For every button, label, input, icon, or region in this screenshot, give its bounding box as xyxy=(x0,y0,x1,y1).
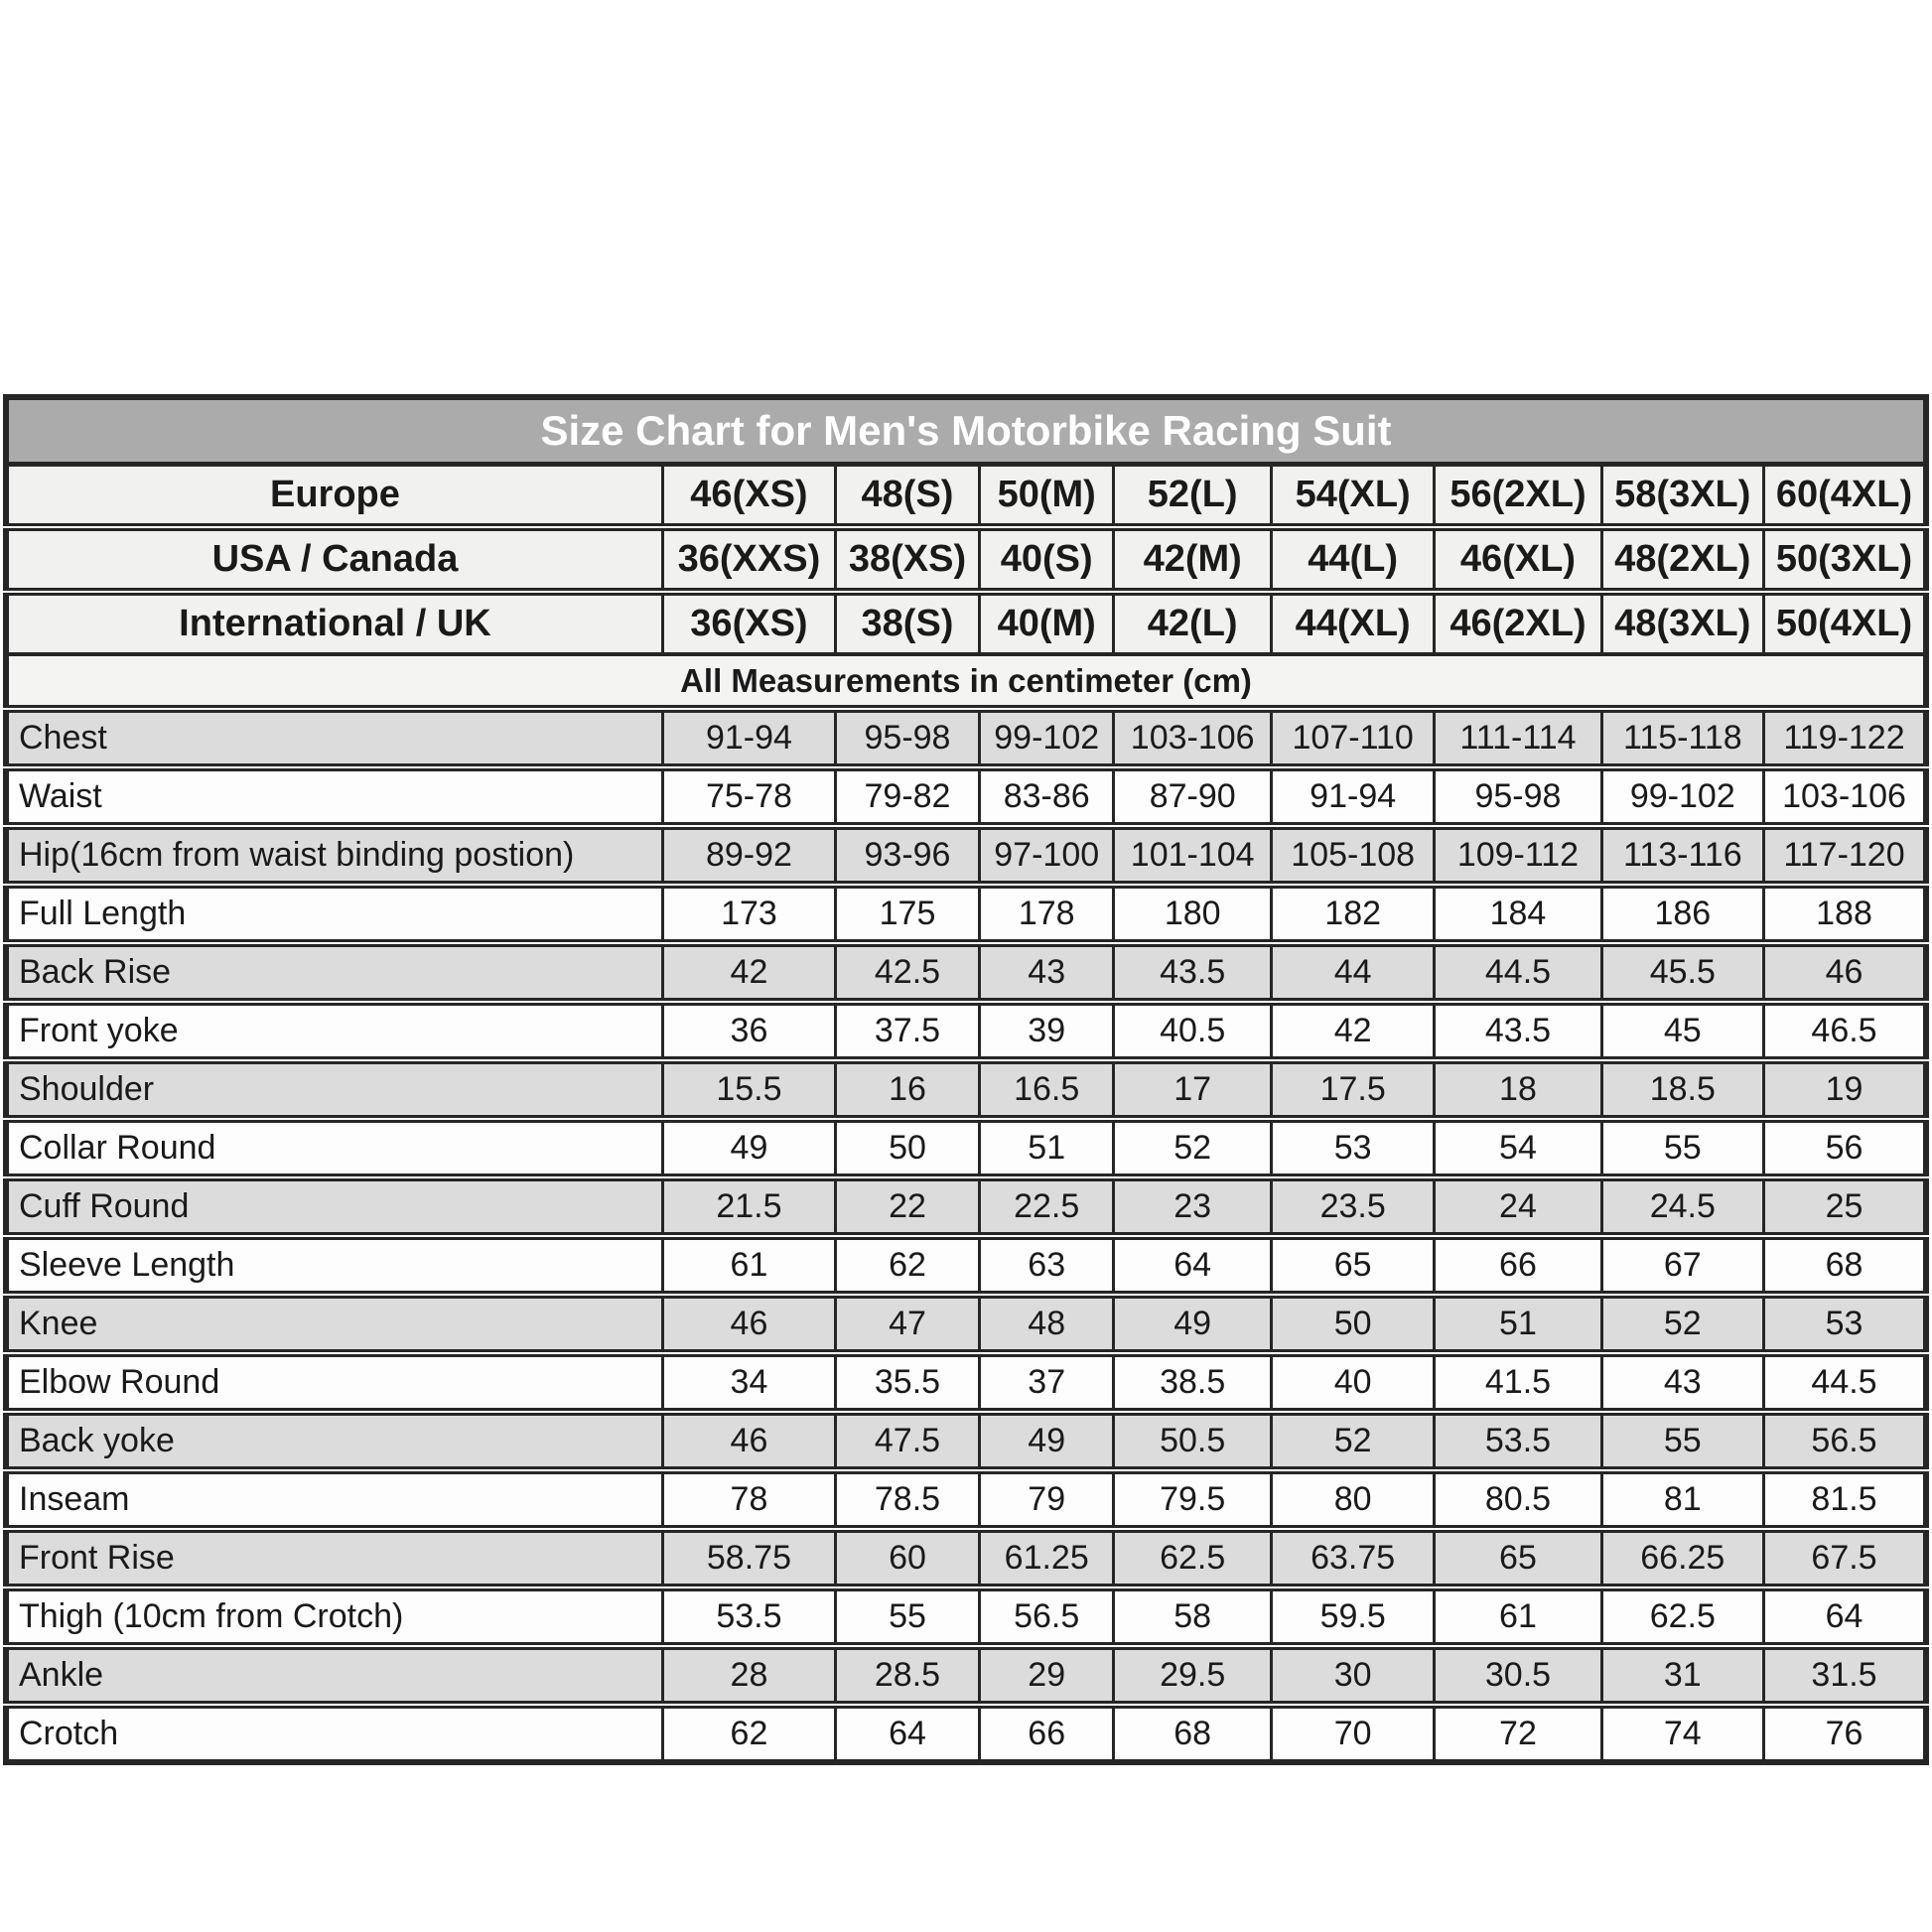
size-system-label: Europe xyxy=(6,465,662,528)
size-cell: 46(2XL) xyxy=(1435,592,1601,654)
measurement-row-label: Elbow Round xyxy=(6,1353,662,1412)
measurement-cell: 24 xyxy=(1435,1177,1601,1236)
measurement-cell: 17.5 xyxy=(1271,1060,1434,1119)
measurement-row-label: Inseam xyxy=(6,1470,662,1529)
measurement-row xyxy=(6,1177,1926,1236)
measurement-row-label: Sleeve Length xyxy=(6,1236,662,1295)
measurement-cell: 18.5 xyxy=(1601,1060,1763,1119)
measurement-cell: 58.75 xyxy=(662,1529,835,1587)
measurement-row-label: Cuff Round xyxy=(6,1177,662,1236)
measurement-cell: 78.5 xyxy=(835,1470,979,1529)
measurement-cell: 66.25 xyxy=(1601,1529,1763,1587)
measurement-row xyxy=(6,1412,1926,1470)
measurement-cell: 16 xyxy=(835,1060,979,1119)
measurement-cell: 42.5 xyxy=(835,943,979,1002)
measurement-cell: 23 xyxy=(1114,1177,1272,1236)
measurement-cell: 52 xyxy=(1601,1295,1763,1353)
measurement-cell: 87-90 xyxy=(1114,767,1272,826)
measurement-row xyxy=(6,826,1926,885)
measurement-cell: 53 xyxy=(1271,1119,1434,1177)
measurement-cell: 51 xyxy=(980,1119,1114,1177)
measurement-cell: 46.5 xyxy=(1764,1002,1926,1060)
measurement-cell: 55 xyxy=(1601,1412,1763,1470)
measurement-cell: 48 xyxy=(980,1295,1114,1353)
measurement-cell: 62 xyxy=(662,1705,835,1762)
measurement-cell: 44 xyxy=(1271,943,1434,1002)
measurement-cell: 62.5 xyxy=(1114,1529,1272,1587)
measurement-row-label: Shoulder xyxy=(6,1060,662,1119)
measurement-row xyxy=(6,709,1926,767)
measurement-cell: 83-86 xyxy=(980,767,1114,826)
measurement-cell: 53.5 xyxy=(1435,1412,1601,1470)
measurement-cell: 109-112 xyxy=(1435,826,1601,885)
measurement-cell: 46 xyxy=(1764,943,1926,1002)
measurement-row-label: Waist xyxy=(6,767,662,826)
measurement-row xyxy=(6,1002,1926,1060)
measurement-cell: 16.5 xyxy=(980,1060,1114,1119)
measurement-cell: 173 xyxy=(662,885,835,943)
measurement-cell: 45.5 xyxy=(1601,943,1763,1002)
measurement-row xyxy=(6,943,1926,1002)
measurement-cell: 184 xyxy=(1435,885,1601,943)
measurement-row-label: Chest xyxy=(6,709,662,767)
size-cell: 44(L) xyxy=(1271,527,1434,592)
size-cell: 44(XL) xyxy=(1271,592,1434,654)
measurement-cell: 63.75 xyxy=(1271,1529,1434,1587)
measurement-cell: 45 xyxy=(1601,1002,1763,1060)
measurement-row xyxy=(6,1295,1926,1353)
measurement-cell: 23.5 xyxy=(1271,1177,1434,1236)
measurement-cell: 79 xyxy=(980,1470,1114,1529)
measurement-cell: 99-102 xyxy=(980,709,1114,767)
measurement-cell: 113-116 xyxy=(1601,826,1763,885)
measurement-cell: 37 xyxy=(980,1353,1114,1412)
measurement-cell: 61 xyxy=(1435,1587,1601,1646)
measurement-cell: 97-100 xyxy=(980,826,1114,885)
measurement-cell: 49 xyxy=(980,1412,1114,1470)
measurement-row-label: Thigh (10cm from Crotch) xyxy=(6,1587,662,1646)
measurement-cell: 18 xyxy=(1435,1060,1601,1119)
measurement-cell: 68 xyxy=(1764,1236,1926,1295)
size-cell: 38(XS) xyxy=(835,527,979,592)
measurement-cell: 70 xyxy=(1271,1705,1434,1762)
measurement-cell: 46 xyxy=(662,1295,835,1353)
size-cell: 42(L) xyxy=(1114,592,1272,654)
size-system-label: USA / Canada xyxy=(6,527,662,592)
measurement-row-label: Back Rise xyxy=(6,943,662,1002)
measurement-cell: 66 xyxy=(1435,1236,1601,1295)
measurement-cell: 117-120 xyxy=(1764,826,1926,885)
measurement-cell: 43.5 xyxy=(1114,943,1272,1002)
measurement-cell: 47 xyxy=(835,1295,979,1353)
size-system-label: International / UK xyxy=(6,592,662,654)
measurement-cell: 50 xyxy=(835,1119,979,1177)
measurement-cell: 39 xyxy=(980,1002,1114,1060)
measurement-cell: 25 xyxy=(1764,1177,1926,1236)
size-chart-table xyxy=(3,394,1929,1765)
measurement-cell: 51 xyxy=(1435,1295,1601,1353)
measurement-cell: 36 xyxy=(662,1002,835,1060)
measurement-cell: 49 xyxy=(1114,1295,1272,1353)
measurement-cell: 101-104 xyxy=(1114,826,1272,885)
measurement-cell: 68 xyxy=(1114,1705,1272,1762)
measurement-cell: 75-78 xyxy=(662,767,835,826)
measurement-cell: 34 xyxy=(662,1353,835,1412)
measurement-cell: 44.5 xyxy=(1435,943,1601,1002)
measurement-cell: 58 xyxy=(1114,1587,1272,1646)
measurement-cell: 99-102 xyxy=(1601,767,1763,826)
measurement-cell: 53 xyxy=(1764,1295,1926,1353)
size-cell: 48(2XL) xyxy=(1601,527,1763,592)
measurement-cell: 42 xyxy=(662,943,835,1002)
measurement-cell: 79.5 xyxy=(1114,1470,1272,1529)
measurement-cell: 28 xyxy=(662,1646,835,1705)
size-system-row xyxy=(6,465,1926,528)
size-cell: 40(S) xyxy=(980,527,1114,592)
measurement-cell: 115-118 xyxy=(1601,709,1763,767)
size-cell: 36(XS) xyxy=(662,592,835,654)
measurement-cell: 60 xyxy=(835,1529,979,1587)
measurement-cell: 89-92 xyxy=(662,826,835,885)
measurement-cell: 24.5 xyxy=(1601,1177,1763,1236)
measurement-row xyxy=(6,885,1926,943)
size-system-row xyxy=(6,592,1926,654)
measurement-cell: 182 xyxy=(1271,885,1434,943)
measurement-row-label: Full Length xyxy=(6,885,662,943)
measurement-cell: 67.5 xyxy=(1764,1529,1926,1587)
measurement-cell: 66 xyxy=(980,1705,1114,1762)
measurement-cell: 74 xyxy=(1601,1705,1763,1762)
measurement-cell: 65 xyxy=(1435,1529,1601,1587)
size-cell: 46(XL) xyxy=(1435,527,1601,592)
measurement-cell: 22 xyxy=(835,1177,979,1236)
measurement-cell: 30 xyxy=(1271,1646,1434,1705)
measurement-cell: 35.5 xyxy=(835,1353,979,1412)
measurement-row xyxy=(6,767,1926,826)
measurement-cell: 180 xyxy=(1114,885,1272,943)
measurement-cell: 61.25 xyxy=(980,1529,1114,1587)
measurement-cell: 111-114 xyxy=(1435,709,1601,767)
measurement-cell: 103-106 xyxy=(1764,767,1926,826)
measurement-cell: 21.5 xyxy=(662,1177,835,1236)
measurement-cell: 72 xyxy=(1435,1705,1601,1762)
size-cell: 48(3XL) xyxy=(1601,592,1763,654)
measurement-cell: 65 xyxy=(1271,1236,1434,1295)
measurement-cell: 93-96 xyxy=(835,826,979,885)
size-cell: 38(S) xyxy=(835,592,979,654)
measurement-cell: 64 xyxy=(1114,1236,1272,1295)
measurement-row xyxy=(6,1353,1926,1412)
measurement-cell: 47.5 xyxy=(835,1412,979,1470)
units-note: All Measurements in centimeter (cm) xyxy=(6,654,1926,709)
measurement-cell: 55 xyxy=(1601,1119,1763,1177)
measurement-cell: 119-122 xyxy=(1764,709,1926,767)
measurement-cell: 41.5 xyxy=(1435,1353,1601,1412)
measurement-cell: 64 xyxy=(835,1705,979,1762)
measurement-row-label: Crotch xyxy=(6,1705,662,1762)
measurement-cell: 62 xyxy=(835,1236,979,1295)
size-cell: 52(L) xyxy=(1114,465,1272,528)
size-cell: 56(2XL) xyxy=(1435,465,1601,528)
measurement-cell: 105-108 xyxy=(1271,826,1434,885)
measurement-cell: 61 xyxy=(662,1236,835,1295)
measurement-cell: 63 xyxy=(980,1236,1114,1295)
measurement-cell: 81.5 xyxy=(1764,1470,1926,1529)
measurement-cell: 80 xyxy=(1271,1470,1434,1529)
measurement-cell: 22.5 xyxy=(980,1177,1114,1236)
measurement-cell: 103-106 xyxy=(1114,709,1272,767)
measurement-row xyxy=(6,1236,1926,1295)
measurement-row-label: Front yoke xyxy=(6,1002,662,1060)
measurement-cell: 42 xyxy=(1271,1002,1434,1060)
measurement-cell: 38.5 xyxy=(1114,1353,1272,1412)
measurement-cell: 43 xyxy=(980,943,1114,1002)
measurement-cell: 67 xyxy=(1601,1236,1763,1295)
measurement-row-label: Knee xyxy=(6,1295,662,1353)
size-cell: 60(4XL) xyxy=(1764,465,1926,528)
size-cell: 54(XL) xyxy=(1271,465,1434,528)
size-system-row xyxy=(6,527,1926,592)
measurement-cell: 31.5 xyxy=(1764,1646,1926,1705)
measurement-row xyxy=(6,1646,1926,1705)
measurement-cell: 59.5 xyxy=(1271,1587,1434,1646)
measurement-row xyxy=(6,1705,1926,1762)
measurement-cell: 56 xyxy=(1764,1119,1926,1177)
size-cell: 58(3XL) xyxy=(1601,465,1763,528)
measurement-cell: 95-98 xyxy=(1435,767,1601,826)
measurement-cell: 76 xyxy=(1764,1705,1926,1762)
measurement-cell: 53.5 xyxy=(662,1587,835,1646)
measurement-row-label: Hip(16cm from waist binding postion) xyxy=(6,826,662,885)
measurement-cell: 62.5 xyxy=(1601,1587,1763,1646)
size-cell: 36(XXS) xyxy=(662,527,835,592)
measurement-cell: 95-98 xyxy=(835,709,979,767)
measurement-row xyxy=(6,1470,1926,1529)
measurement-row-label: Ankle xyxy=(6,1646,662,1705)
size-chart-table-container xyxy=(3,394,1929,1765)
measurement-cell: 40 xyxy=(1271,1353,1434,1412)
size-cell: 50(4XL) xyxy=(1764,592,1926,654)
measurement-cell: 52 xyxy=(1114,1119,1272,1177)
measurement-cell: 188 xyxy=(1764,885,1926,943)
measurement-cell: 37.5 xyxy=(835,1002,979,1060)
measurement-cell: 91-94 xyxy=(662,709,835,767)
measurement-cell: 44.5 xyxy=(1764,1353,1926,1412)
measurement-cell: 64 xyxy=(1764,1587,1926,1646)
measurement-cell: 52 xyxy=(1271,1412,1434,1470)
measurement-cell: 56.5 xyxy=(1764,1412,1926,1470)
measurement-cell: 28.5 xyxy=(835,1646,979,1705)
measurement-row-label: Back yoke xyxy=(6,1412,662,1470)
measurement-cell: 78 xyxy=(662,1470,835,1529)
measurement-cell: 46 xyxy=(662,1412,835,1470)
measurement-row-label: Collar Round xyxy=(6,1119,662,1177)
measurement-cell: 43 xyxy=(1601,1353,1763,1412)
measurement-cell: 43.5 xyxy=(1435,1002,1601,1060)
measurement-cell: 49 xyxy=(662,1119,835,1177)
measurement-cell: 50 xyxy=(1271,1295,1434,1353)
measurement-cell: 178 xyxy=(980,885,1114,943)
measurement-cell: 80.5 xyxy=(1435,1470,1601,1529)
measurement-cell: 91-94 xyxy=(1271,767,1434,826)
measurement-cell: 15.5 xyxy=(662,1060,835,1119)
size-cell: 48(S) xyxy=(835,465,979,528)
measurement-cell: 175 xyxy=(835,885,979,943)
measurement-cell: 56.5 xyxy=(980,1587,1114,1646)
measurement-cell: 55 xyxy=(835,1587,979,1646)
measurement-cell: 29.5 xyxy=(1114,1646,1272,1705)
measurement-row-label: Front Rise xyxy=(6,1529,662,1587)
measurement-cell: 31 xyxy=(1601,1646,1763,1705)
size-cell: 40(M) xyxy=(980,592,1114,654)
measurement-cell: 40.5 xyxy=(1114,1002,1272,1060)
measurement-row xyxy=(6,1060,1926,1119)
measurement-cell: 17 xyxy=(1114,1060,1272,1119)
measurement-row xyxy=(6,1119,1926,1177)
table-title-row xyxy=(6,397,1926,465)
measurement-cell: 54 xyxy=(1435,1119,1601,1177)
size-cell: 42(M) xyxy=(1114,527,1272,592)
measurement-cell: 81 xyxy=(1601,1470,1763,1529)
measurement-row xyxy=(6,1587,1926,1646)
size-cell: 46(XS) xyxy=(662,465,835,528)
measurement-cell: 186 xyxy=(1601,885,1763,943)
measurement-cell: 79-82 xyxy=(835,767,979,826)
measurement-cell: 107-110 xyxy=(1271,709,1434,767)
measurement-cell: 29 xyxy=(980,1646,1114,1705)
measurement-cell: 50.5 xyxy=(1114,1412,1272,1470)
measurement-cell: 30.5 xyxy=(1435,1646,1601,1705)
measurement-cell: 19 xyxy=(1764,1060,1926,1119)
measurement-row xyxy=(6,1529,1926,1587)
units-note-row xyxy=(6,654,1926,709)
size-cell: 50(M) xyxy=(980,465,1114,528)
size-cell: 50(3XL) xyxy=(1764,527,1926,592)
table-title: Size Chart for Men's Motorbike Racing Suit xyxy=(6,397,1926,465)
